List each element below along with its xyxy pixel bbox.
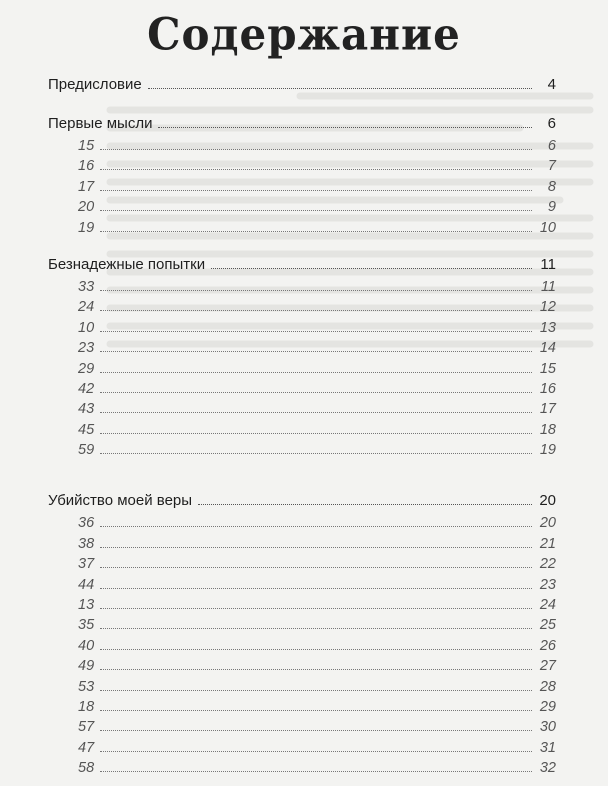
page-number: 31: [539, 739, 556, 756]
page-number: 32: [539, 760, 556, 777]
toc-subitem-row[interactable]: [48, 556, 556, 576]
dot-leader: [100, 392, 532, 393]
toc-subitem-row[interactable]: [48, 361, 556, 381]
toc-subitem-row[interactable]: [48, 138, 556, 158]
toc-subitem-row[interactable]: [48, 577, 556, 597]
page-number: 27: [539, 658, 556, 675]
toc-subitem-row[interactable]: [48, 179, 556, 199]
toc-subitem-row[interactable]: [48, 679, 556, 699]
toc-subitem-row[interactable]: [48, 515, 556, 535]
page-number: 11: [540, 255, 556, 273]
dot-leader: [100, 567, 532, 568]
dot-leader: [100, 751, 532, 752]
subitem-label: 45: [78, 421, 95, 438]
subitem-label: 38: [78, 535, 95, 552]
dot-leader: [100, 588, 532, 589]
dot-leader: [100, 149, 532, 150]
toc-subitem-row[interactable]: [48, 536, 556, 556]
dot-leader: [100, 210, 532, 211]
page-number: 14: [539, 340, 556, 357]
dot-leader: [100, 433, 532, 434]
subitem-label: 15: [78, 138, 95, 154]
dot-leader: [100, 231, 532, 232]
dot-leader: [100, 190, 532, 191]
table-of-contents: [48, 76, 556, 781]
toc-subitem-row[interactable]: [48, 699, 556, 719]
toc-subitem-row[interactable]: [48, 199, 556, 219]
page-number: 10: [539, 219, 556, 236]
page-number: 28: [539, 678, 556, 695]
page-number: 12: [539, 299, 556, 316]
subitem-label: 33: [78, 278, 95, 295]
page-number: 29: [539, 698, 556, 715]
page-number: 24: [539, 597, 556, 614]
dot-leader: [100, 526, 532, 527]
toc-chapter-row[interactable]: [48, 492, 556, 515]
subitem-label: 13: [78, 597, 95, 614]
page-number: 25: [539, 617, 556, 634]
page-number: 4: [547, 76, 556, 93]
subitem-label: 37: [78, 556, 95, 573]
subitem-label: 57: [78, 719, 95, 736]
subitem-label: 18: [78, 698, 95, 715]
toc-subitem-row[interactable]: [48, 658, 556, 678]
subitem-label: 44: [78, 576, 95, 593]
subitem-label: 16: [78, 158, 95, 175]
toc-subitem-row[interactable]: [48, 442, 556, 462]
dot-leader: [100, 351, 532, 352]
chapter-title: Безнадежные попытки: [48, 255, 206, 273]
subitem-label: 23: [78, 340, 95, 357]
dot-leader: [100, 412, 532, 413]
dot-leader: [100, 730, 532, 731]
toc-subitem-row[interactable]: [48, 422, 556, 442]
toc-chapter-row[interactable]: [48, 76, 556, 99]
toc-section-first-thoughts: [48, 115, 556, 240]
page-number: 6: [547, 138, 556, 154]
toc-subitem-row[interactable]: [48, 719, 556, 739]
dot-leader: [100, 690, 532, 691]
toc-section-murder-of-faith: [48, 492, 556, 780]
subitem-label: 35: [78, 617, 95, 634]
subitem-label: 42: [78, 380, 95, 397]
page-number: 18: [539, 421, 556, 438]
page-number: 8: [547, 178, 556, 195]
dot-leader: [148, 88, 532, 89]
toc-subitem-row[interactable]: [48, 220, 556, 240]
subitem-label: 40: [78, 637, 95, 654]
dot-leader: [211, 268, 532, 269]
page-number: 22: [539, 556, 556, 573]
toc-subitem-row[interactable]: [48, 638, 556, 658]
toc-subitem-row[interactable]: [48, 299, 556, 319]
page-number: 21: [539, 535, 556, 552]
page-number: 7: [547, 158, 556, 175]
page-number: 17: [539, 401, 556, 418]
chapter-title: Убийство моей веры: [48, 492, 193, 510]
subitem-label: 58: [78, 760, 95, 777]
toc-subitem-row[interactable]: [48, 158, 556, 178]
subitem-label: 53: [78, 678, 95, 695]
subitem-label: 49: [78, 658, 95, 675]
dot-leader: [100, 310, 532, 311]
subitem-label: 29: [78, 360, 95, 377]
dot-leader: [198, 504, 532, 505]
toc-subitem-row[interactable]: [48, 279, 556, 299]
toc-subitem-row[interactable]: [48, 340, 556, 360]
toc-section-hopeless-attempts: [48, 256, 556, 463]
page-number: 15: [539, 360, 556, 377]
dot-leader: [100, 608, 532, 609]
dot-leader: [100, 669, 532, 670]
subitem-label: 10: [78, 319, 95, 336]
page-number: 13: [539, 319, 556, 336]
dot-leader: [100, 771, 532, 772]
page-number: 11: [540, 278, 556, 295]
toc-subitem-row[interactable]: [48, 740, 556, 760]
subitem-label: 47: [78, 739, 95, 756]
page-number: 20: [539, 515, 556, 532]
toc-subitem-row[interactable]: [48, 597, 556, 617]
page-number: 30: [539, 719, 556, 736]
toc-chapter-row[interactable]: [48, 115, 556, 138]
chapter-title: Предисловие: [48, 76, 142, 93]
toc-section-preface: [48, 76, 556, 99]
toc-subitem-row[interactable]: [48, 381, 556, 401]
page-number: 6: [547, 115, 556, 132]
subitem-label: 20: [78, 199, 95, 216]
subitem-label: 19: [78, 219, 95, 236]
dot-leader: [100, 453, 532, 454]
dot-leader: [100, 372, 532, 373]
page-number: 23: [539, 576, 556, 593]
dot-leader: [100, 710, 532, 711]
dot-leader: [100, 331, 532, 332]
dot-leader: [100, 628, 532, 629]
dot-leader: [100, 169, 532, 170]
toc-subitem-row[interactable]: [48, 401, 556, 421]
dot-leader: [100, 290, 532, 291]
dot-leader: [100, 547, 532, 548]
subitem-label: 17: [78, 178, 95, 195]
page-number: 19: [539, 442, 556, 459]
page-number: 20: [539, 492, 556, 510]
chapter-title: Первые мысли: [48, 115, 153, 132]
subitem-label: 59: [78, 442, 95, 459]
dot-leader: [158, 127, 532, 128]
page-title: Содержание: [147, 8, 461, 61]
dot-leader: [100, 649, 532, 650]
page-number: 9: [547, 199, 556, 216]
toc-chapter-row[interactable]: [48, 256, 556, 279]
toc-subitem-row[interactable]: [48, 617, 556, 637]
subitem-label: 24: [78, 299, 95, 316]
toc-subitem-row[interactable]: [48, 320, 556, 340]
subitem-label: 43: [78, 401, 95, 418]
page-number: 26: [539, 637, 556, 654]
toc-subitem-row[interactable]: [48, 760, 556, 780]
subitem-label: 36: [78, 515, 95, 532]
page-number: 16: [539, 380, 556, 397]
